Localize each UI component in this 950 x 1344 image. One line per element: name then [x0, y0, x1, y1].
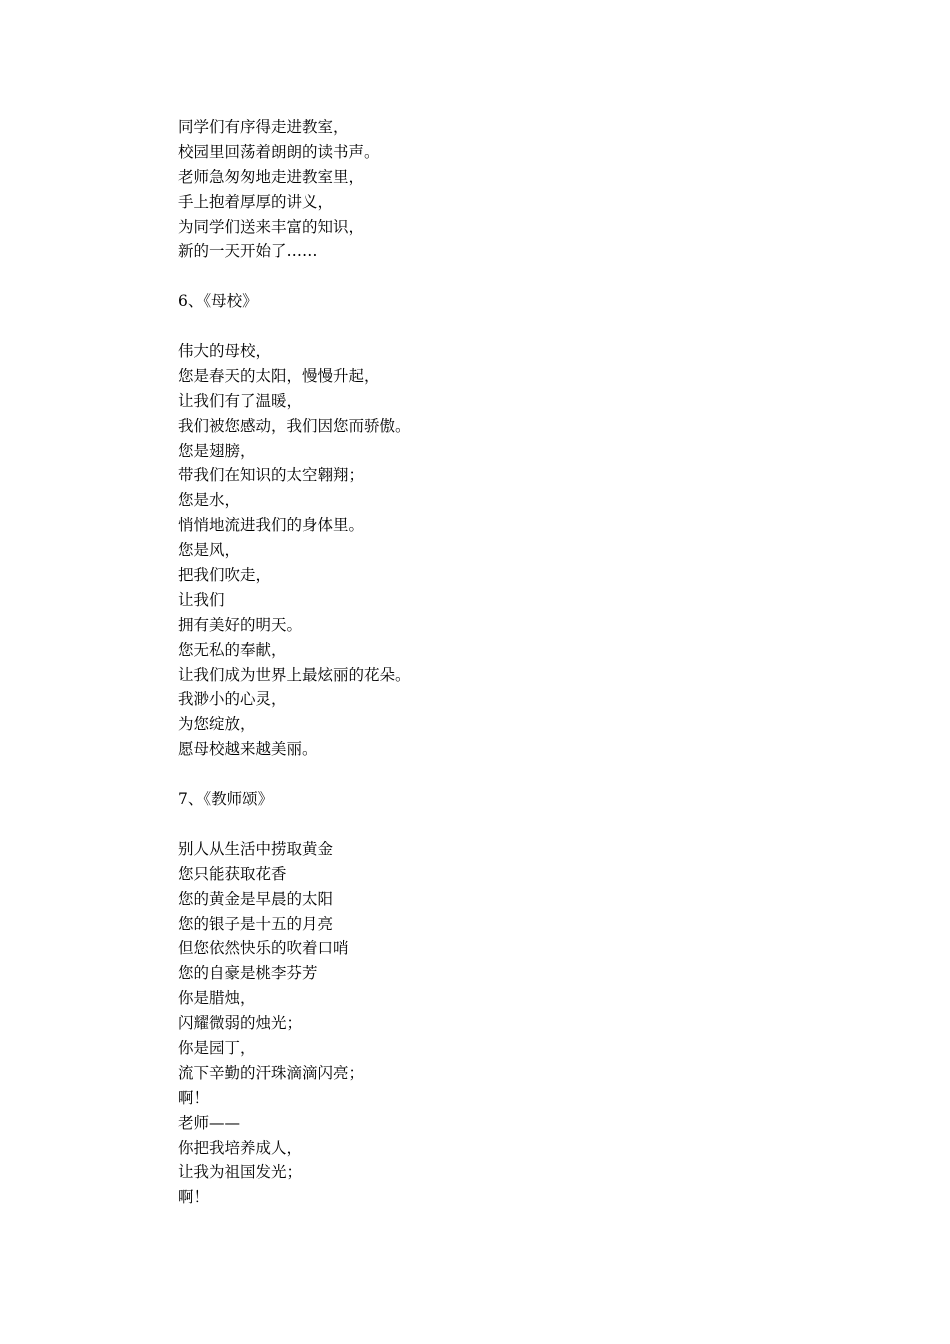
- poem-line: 手上抱着厚厚的讲义，: [178, 192, 334, 211]
- poem-line: 啊！: [178, 1188, 210, 1207]
- poem-line: 伟大的母校，: [178, 342, 272, 361]
- poem-line: 让我们: [178, 590, 225, 609]
- poem-line: 您是风，: [178, 541, 241, 560]
- poem-line: 流下辛勤的汗珠滴滴闪亮；: [178, 1063, 365, 1082]
- poem-6-body: [178, 339, 878, 762]
- poem-line: 为同学们送来丰富的知识，: [178, 217, 365, 236]
- poem-title-6: 6、《母校》: [178, 292, 258, 311]
- poem-line: 愿母校越来越美丽。: [178, 740, 318, 759]
- poem-line: 但您依然快乐的吹着口哨: [178, 939, 349, 958]
- blank-line: [178, 812, 878, 837]
- poem-line: 校园里回荡着朗朗的读书声。: [178, 142, 380, 161]
- poem-line: 悄悄地流进我们的身体里。: [178, 516, 365, 535]
- poem-line: 拥有美好的明天。: [178, 615, 303, 634]
- poem-7-body: [178, 837, 878, 1210]
- blank-line: [178, 314, 878, 339]
- poem-line: 让我们成为世界上最炫丽的花朵。: [178, 665, 411, 684]
- poem-line: 你把我培养成人，: [178, 1138, 303, 1157]
- blank-line: [178, 762, 878, 787]
- poem-line: 您无私的奉献，: [178, 640, 287, 659]
- poem-line: 把我们吹走，: [178, 566, 272, 585]
- poem-line: 你是腊烛，: [178, 989, 256, 1008]
- poem-line: 老师急匆匆地走进教室里，: [178, 167, 365, 186]
- poem-line: 你是园丁，: [178, 1038, 256, 1057]
- poem-line: 您的银子是十五的月亮: [178, 914, 334, 933]
- poem-line: 让我们有了温暖，: [178, 391, 303, 410]
- poem-line: 您只能获取花香: [178, 864, 287, 883]
- poem-line: 您的自豪是桃李芬芳: [178, 964, 318, 983]
- poem-line: 您是水，: [178, 491, 241, 510]
- poem-line: 新的一天开始了……: [178, 242, 318, 261]
- poem-line: 让我为祖国发光；: [178, 1163, 303, 1182]
- poem-line: 啊！: [178, 1088, 210, 1107]
- poem-line: 老师——: [178, 1113, 241, 1132]
- poem-line: 闪耀微弱的烛光；: [178, 1014, 303, 1033]
- poem-title-7: 7、《教师颂》: [178, 790, 274, 809]
- poem-line: 别人从生活中捞取黄金: [178, 839, 334, 858]
- blank-line: [178, 264, 878, 289]
- poem-line: 您是春天的太阳，慢慢升起，: [178, 366, 380, 385]
- document-body: [178, 115, 878, 1210]
- poem-line: 我渺小的心灵，: [178, 690, 287, 709]
- poem-line: 您的黄金是早晨的太阳: [178, 889, 334, 908]
- poem-line: 您是翅膀，: [178, 441, 256, 460]
- poem-line: 为您绽放，: [178, 715, 256, 734]
- poem-line: 同学们有序得走进教室，: [178, 118, 349, 136]
- intro-stanza: [178, 115, 878, 264]
- poem-line: 我们被您感动，我们因您而骄傲。: [178, 416, 411, 435]
- poem-line: 带我们在知识的太空翱翔；: [178, 466, 365, 485]
